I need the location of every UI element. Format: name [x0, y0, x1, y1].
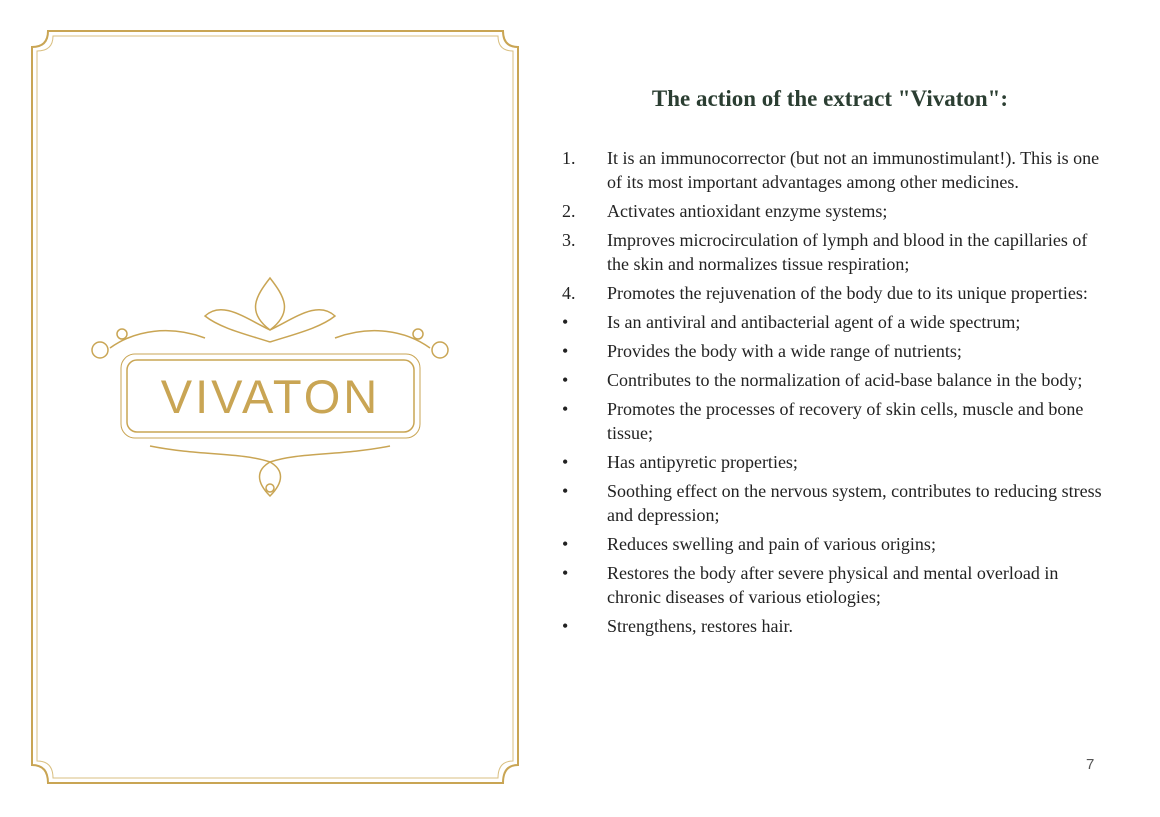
item-text: Improves microcirculation of lymph and blood in the capillaries of the skin and normalizes tissue respiration;: [607, 230, 1088, 274]
item-text: Strengthens, restores hair.: [607, 616, 793, 636]
bullet-icon: •: [562, 399, 569, 419]
bullet-icon: •: [562, 534, 569, 554]
action-list: [562, 146, 1102, 643]
list-item: [562, 397, 1102, 445]
item-text: Promotes the rejuvenation of the body due to its unique properties:: [607, 283, 1088, 303]
item-marker: 4.: [562, 283, 576, 303]
item-text: It is an immunocorrector (but not an immunostimulant!). This is one of its most important advantages among other medicines.: [607, 148, 1100, 192]
bullet-icon: •: [562, 481, 569, 501]
item-text: Activates antioxidant enzyme systems;: [607, 201, 888, 221]
item-text: Has antipyretic properties;: [607, 452, 798, 472]
list-item: [562, 146, 1102, 194]
list-item: [562, 228, 1102, 276]
list-item: [562, 450, 1102, 474]
item-text: Reduces swelling and pain of various origins;: [607, 534, 936, 554]
list-item: [562, 339, 1102, 363]
bullet-icon: •: [562, 563, 569, 583]
item-text: Promotes the processes of recovery of skin cells, muscle and bone tissue;: [607, 399, 1084, 443]
item-marker: 1.: [562, 148, 576, 168]
list-item: [562, 368, 1102, 392]
item-text: Contributes to the normalization of acid-base balance in the body;: [607, 370, 1083, 390]
page-title: The action of the extract "Vivaton":: [651, 86, 1009, 111]
vivaton-logo: VIVATON: [160, 369, 381, 423]
bullet-icon: •: [562, 370, 569, 390]
list-item: [562, 281, 1102, 305]
page-number: 7: [1086, 756, 1095, 773]
item-marker: 2.: [562, 201, 576, 221]
bullet-icon: •: [562, 452, 569, 472]
list-item: [562, 561, 1102, 609]
bullet-icon: •: [562, 312, 569, 332]
item-text: Restores the body after severe physical and mental overload in chronic diseases of various etiologies;: [607, 563, 1059, 607]
list-item: [562, 532, 1102, 556]
list-item: [562, 614, 1102, 638]
list-item: [562, 310, 1102, 334]
item-text: Provides the body with a wide range of nutrients;: [607, 341, 962, 361]
bullet-icon: •: [562, 616, 569, 636]
item-marker: 3.: [562, 230, 576, 250]
list-item: [562, 479, 1102, 527]
list-item: [562, 199, 1102, 223]
bullet-icon: •: [562, 341, 569, 361]
item-text: Is an antiviral and antibacterial agent of a wide spectrum;: [607, 312, 1021, 332]
item-text: Soothing effect on the nervous system, contributes to reducing stress and depression;: [607, 481, 1102, 525]
